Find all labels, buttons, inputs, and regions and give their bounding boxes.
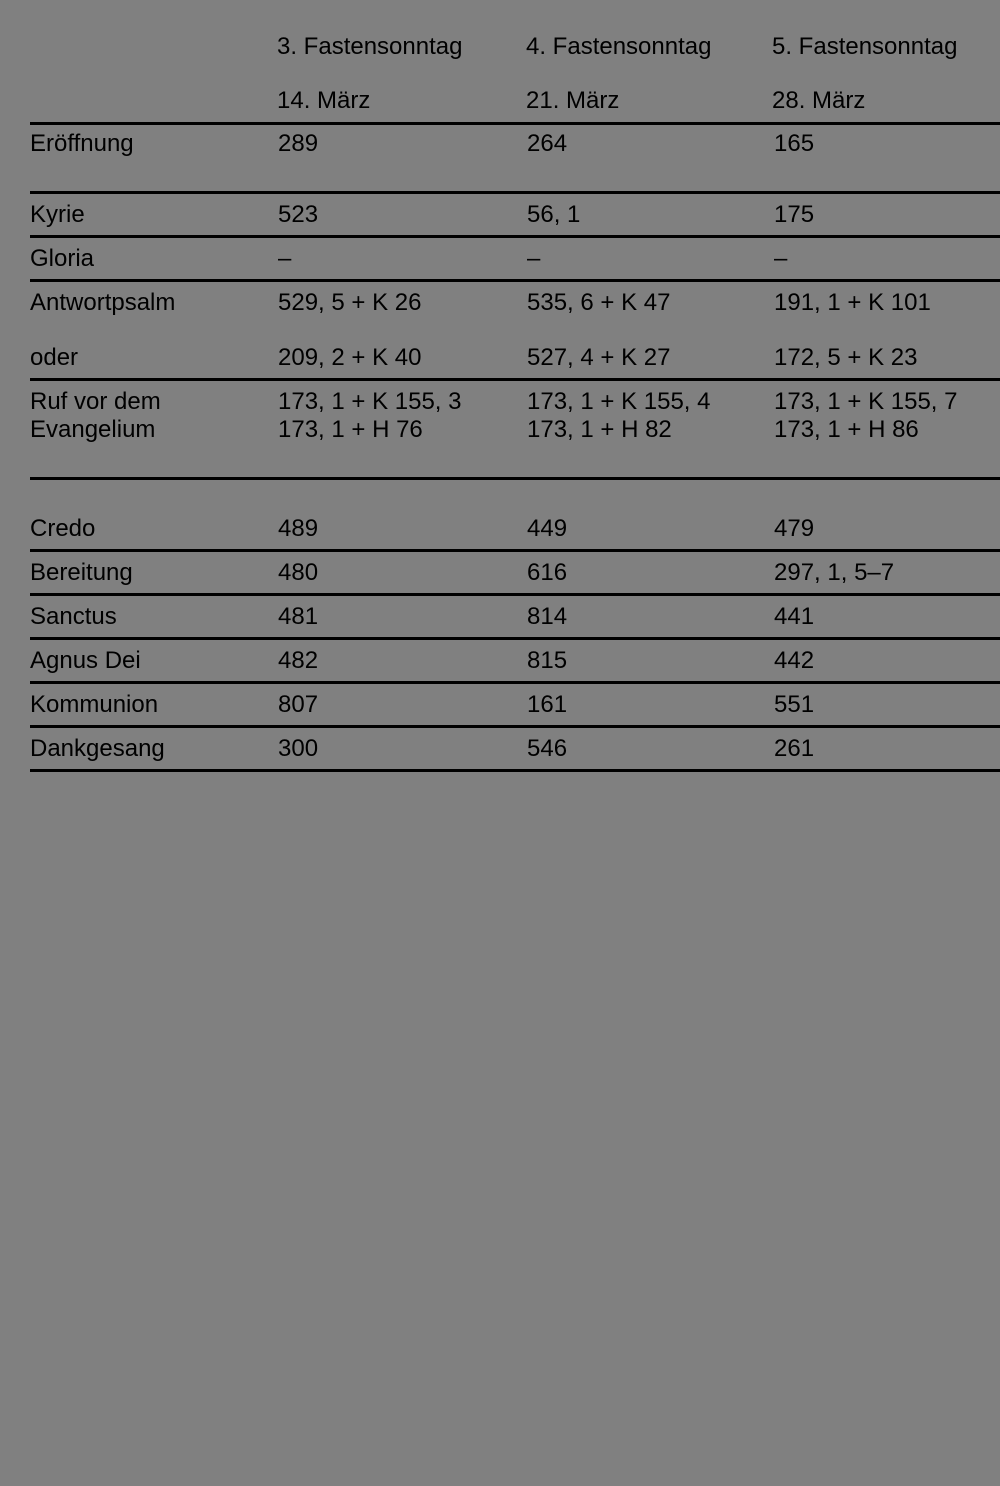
table-cell: 173, 1 + H 82 — [527, 416, 672, 443]
table-cell: 479 — [774, 515, 815, 542]
table-cell: 172, 5 + K 23 — [774, 344, 918, 371]
table-cell: 442 — [774, 647, 815, 674]
divider — [30, 191, 1000, 194]
row-label: Kyrie — [30, 201, 85, 228]
table-cell: 815 — [527, 647, 568, 674]
table-cell: 173, 1 + H 76 — [278, 416, 423, 443]
table-cell: 175 — [774, 201, 815, 228]
table-cell: 616 — [527, 559, 568, 586]
table-cell: 165 — [774, 130, 815, 157]
divider — [30, 477, 1000, 480]
table-cell: 482 — [278, 647, 319, 674]
divider — [30, 681, 1000, 684]
divider — [30, 725, 1000, 728]
row-label: Credo — [30, 515, 96, 542]
table-cell: 523 — [278, 201, 319, 228]
table-cell: 441 — [774, 603, 815, 630]
divider — [30, 593, 1000, 596]
table-cell: 173, 1 + K 155, 3 — [278, 388, 462, 415]
table-cell: 814 — [527, 603, 568, 630]
table-cell: – — [774, 245, 788, 272]
table-cell: 261 — [774, 735, 815, 762]
row-label: Bereitung — [30, 559, 133, 586]
column-title: 4. Fastensonntag — [526, 33, 712, 60]
row-label: Ruf vor dem — [30, 388, 161, 415]
row-label: Sanctus — [30, 603, 117, 630]
divider — [30, 235, 1000, 238]
divider — [30, 549, 1000, 552]
column-date: 14. März — [277, 87, 371, 114]
table-cell: 535, 6 + K 47 — [527, 289, 671, 316]
divider — [30, 279, 1000, 282]
table-cell: 551 — [774, 691, 815, 718]
divider — [30, 122, 1000, 125]
column-date: 21. März — [526, 87, 620, 114]
row-label: oder — [30, 344, 79, 371]
table-cell: 173, 1 + K 155, 4 — [527, 388, 711, 415]
row-label: Agnus Dei — [30, 647, 141, 674]
table-cell: 264 — [527, 130, 568, 157]
table-cell: 209, 2 + K 40 — [278, 344, 422, 371]
row-label: Evangelium — [30, 416, 156, 443]
table-cell: 480 — [278, 559, 319, 586]
table-cell: 297, 1, 5–7 — [774, 559, 895, 586]
row-label: Antwortpsalm — [30, 289, 176, 316]
row-label: Dankgesang — [30, 735, 165, 762]
row-label: Eröffnung — [30, 130, 134, 157]
table-cell: 161 — [527, 691, 568, 718]
table-cell: 489 — [278, 515, 319, 542]
table-cell: 300 — [278, 735, 319, 762]
table-cell: 546 — [527, 735, 568, 762]
divider — [30, 378, 1000, 381]
column-date: 28. März — [772, 87, 866, 114]
table-cell: 449 — [527, 515, 568, 542]
table-cell: 481 — [278, 603, 319, 630]
column-title: 5. Fastensonntag — [772, 33, 958, 60]
table-cell: 529, 5 + K 26 — [278, 289, 422, 316]
table-cell: 56, 1 — [527, 201, 581, 228]
table-cell: 289 — [278, 130, 319, 157]
row-label: Gloria — [30, 245, 95, 272]
table-cell: 191, 1 + K 101 — [774, 289, 931, 316]
table-cell: 527, 4 + K 27 — [527, 344, 671, 371]
divider — [30, 769, 1000, 772]
divider — [30, 637, 1000, 640]
column-title: 3. Fastensonntag — [277, 33, 463, 60]
table-cell: – — [527, 245, 541, 272]
row-label: Kommunion — [30, 691, 159, 718]
table-cell: 807 — [278, 691, 319, 718]
table-cell: – — [278, 245, 292, 272]
table-cell: 173, 1 + K 155, 7 — [774, 388, 958, 415]
table-cell: 173, 1 + H 86 — [774, 416, 919, 443]
